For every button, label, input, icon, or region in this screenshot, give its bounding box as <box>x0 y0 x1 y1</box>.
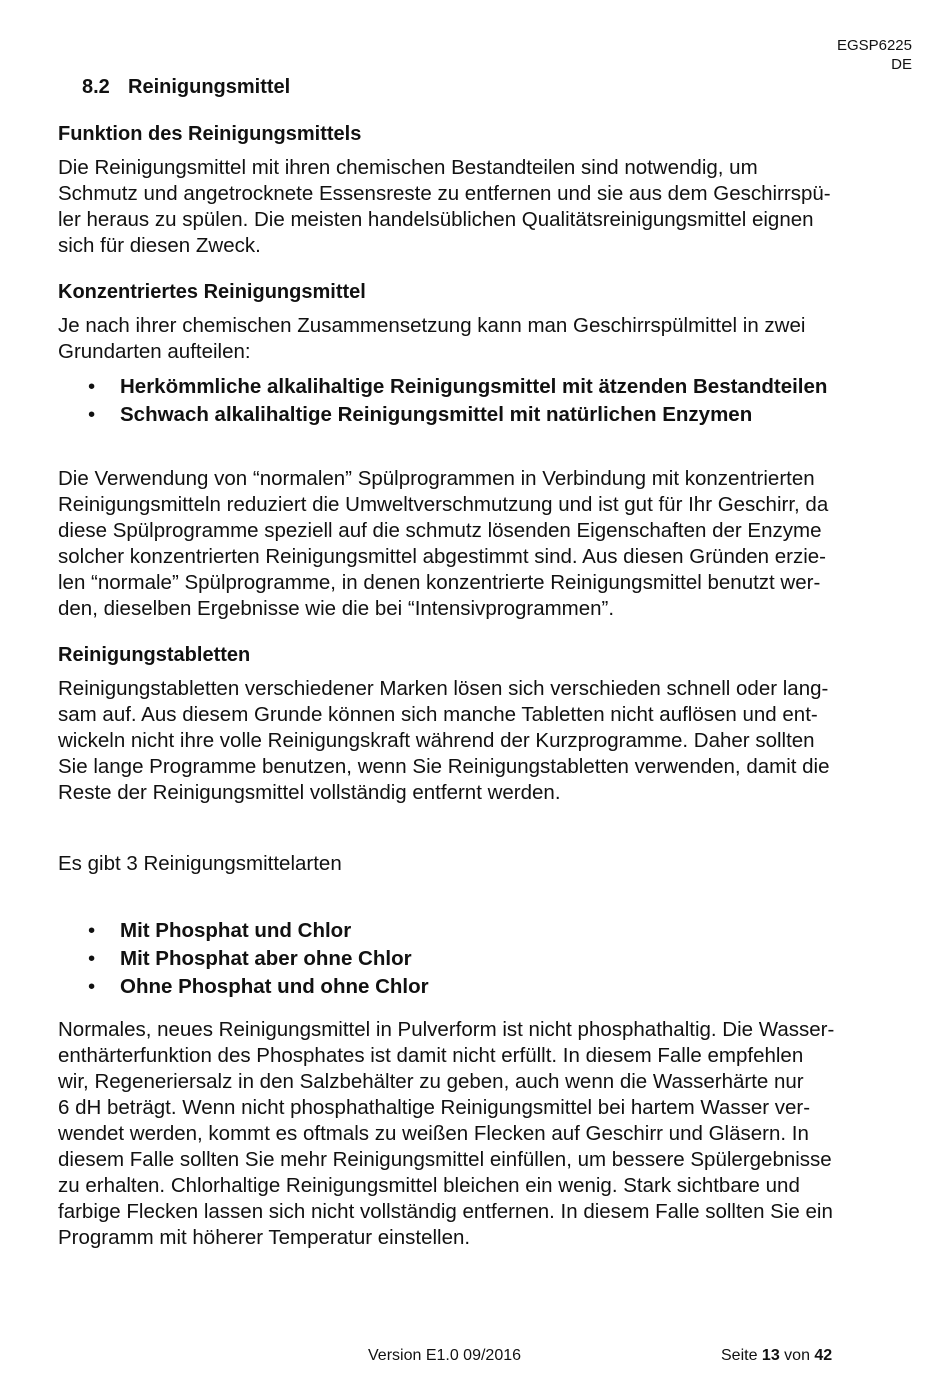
footer-page-number: Seite 13 von 42 <box>721 1347 833 1364</box>
language-code: DE <box>891 56 912 73</box>
model-number: EGSP6225 <box>836 37 912 54</box>
paragraph-konzentriert: Je nach ihrer chemischen Zusammensetzung kann man Geschirrspülmittel in zwei Grundarten aufteilen: <box>58 314 806 363</box>
list-grundarten <box>58 373 908 429</box>
current-page: 13 <box>761 1347 780 1364</box>
paragraph-arten-intro: Es gibt 3 Reinigungsmittelarten <box>58 852 342 875</box>
list-item: • Mit Phosphat aber ohne Chlor <box>58 945 908 973</box>
heading-funktion: Funktion des Reinigungsmittels <box>58 123 362 145</box>
list-item: • Ohne Phosphat und ohne Chlor <box>58 973 908 1001</box>
page-content <box>58 121 908 1251</box>
heading-tabletten: Reinigungstabletten <box>58 644 251 666</box>
paragraph-tabletten: Reinigungstabletten verschiedener Marken lösen sich verschieden schnell oder lang- sam auf. Aus diesem Grunde können sich manche Tabletten nicht auflösen und ent- wickeln nicht ihre volle Reinigungskraft während der Kurzprogramme. Daher sollten Sie lange Programme benutzen, wenn Sie Reinigungstabletten verwenden, damit die Reste der Reinigungsmittel vollständig entfernt werden. <box>58 677 830 804</box>
section-number: 8.2 <box>82 76 110 98</box>
list-item: • Schwach alkalihaltige Reinigungsmittel mit natürlichen Enzymen <box>58 401 908 429</box>
section-title <box>82 76 290 99</box>
footer-version: Version E1.0 09/2016 <box>368 1347 522 1364</box>
total-pages: 42 <box>814 1347 833 1364</box>
section-title-text: Reinigungsmittel <box>128 76 291 98</box>
paragraph-verwendung: Die Verwendung von “normalen” Spülprogrammen in Verbindung mit konzentrierten Reinigungsmitteln reduziert die Umweltverschmutzung und ist gut für Ihr Geschirr, da diese Spülprogramme speziell auf die schmutz lösenden Eigenschaften der Enzyme solcher konzentrierten Reinigungsmittel abgestimmt sind. Aus diesen Gründen erzie- len “normale” Spülprogramme, in denen konzentrierte Reinigungsmittel benutzt wer- den, dieselben Ergebnisse wie die bei “Intensivprogrammen”. <box>58 467 829 620</box>
document-code <box>837 36 912 74</box>
list-item: • Mit Phosphat und Chlor <box>58 917 908 945</box>
heading-konzentriert: Konzentriertes Reinigungsmittel <box>58 281 366 303</box>
list-reinigungsmittelarten <box>58 917 908 1001</box>
list-item: • Herkömmliche alkalihaltige Reinigungsmittel mit ätzenden Bestandteilen <box>58 373 908 401</box>
paragraph-funktion: Die Reinigungsmittel mit ihren chemischen Bestandteilen sind notwendig, um Schmutz und angetrocknete Essensreste zu entfernen und sie aus dem Geschirrspü- ler heraus zu spülen. Die meisten handelsüblichen Qualitätsreinigungsmittel eignen sich für diesen Zweck. <box>58 156 831 257</box>
paragraph-normales: Normales, neues Reinigungsmittel in Pulverform ist nicht phosphathaltig. Die Wasser- enthärterfunktion des Phosphates ist damit nicht erfüllt. In diesem Falle empfehlen wir, Regeneriersalz in den Salzbehälter zu geben, auch wenn die Wasserhärte nur 6 dH beträgt. Wenn nicht phosphathaltige Reinigungsmittel bei hartem Wasser ver- wendet werden, kommt es oftmals zu weißen Flecken auf Geschirr und Gläsern. In diesem Falle sollten Sie mehr Reinigungsmittel einfüllen, um bessere Spülergebnisse zu erhalten. Chlorhaltige Reinigungsmittel bleichen ein wenig. Stark sichtbare und farbige Flecken lassen sich nicht vollständig entfernen. In diesem Falle sollten Sie ein Programm mit höherer Temperatur einstellen. <box>58 1018 835 1249</box>
